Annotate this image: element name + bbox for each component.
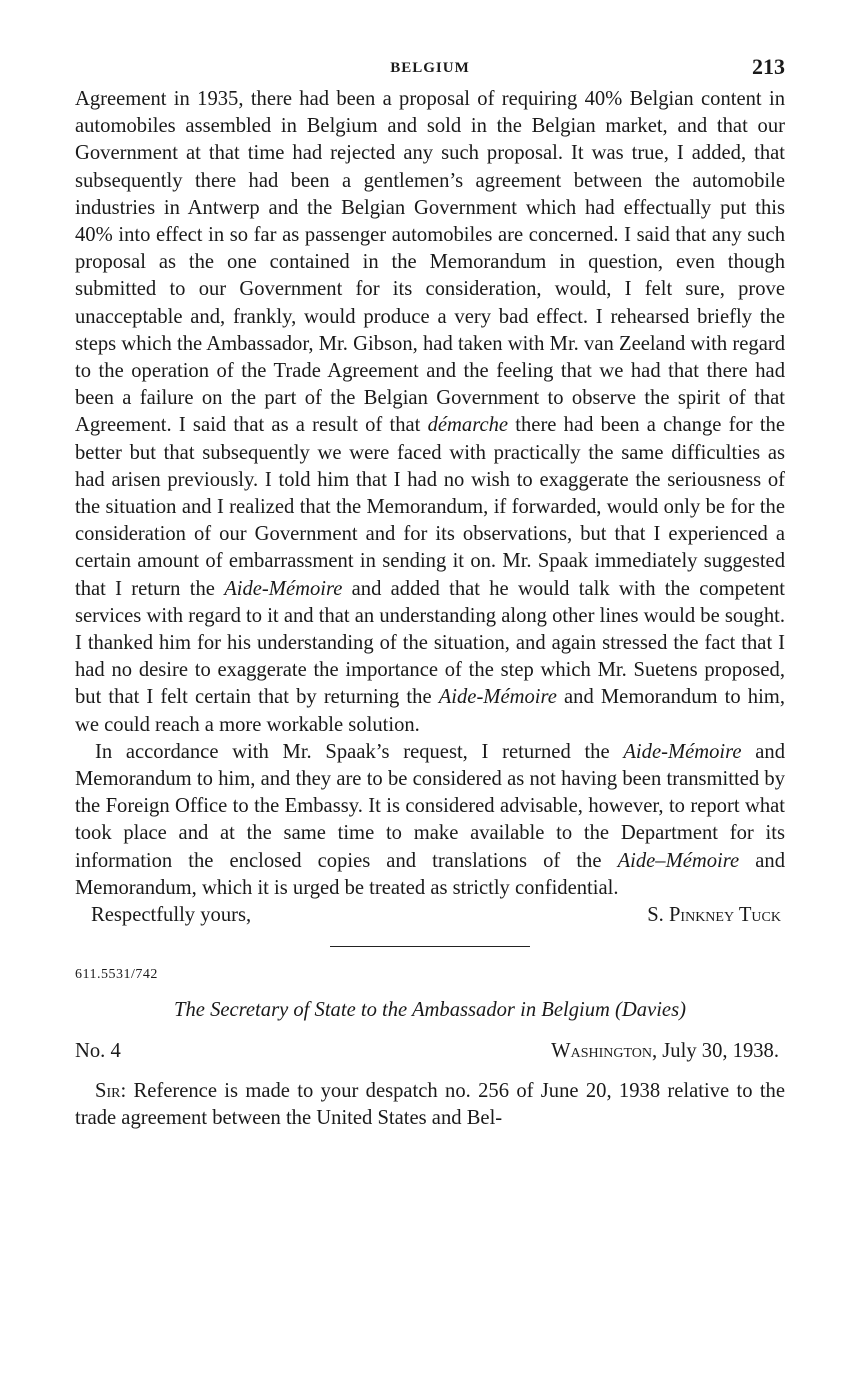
- italic-term: démarche: [427, 414, 509, 437]
- paragraph-text: : Reference is made to your despatch no. 256 of June 20, 1938 relative to the trade agreement between the United States and Bel-: [75, 1080, 785, 1130]
- file-number: 611.5531/742: [75, 967, 158, 983]
- date: July 30, 1938.: [657, 1040, 779, 1063]
- salutation-sir: Sir: [95, 1080, 121, 1103]
- paragraph-text: and Memorandum to him, we could reach a more workable solution.: [75, 686, 785, 736]
- dateline: [75, 1038, 785, 1068]
- paragraph-text: Agreement in 1935, there had been a proposal of requiring 40% Belgian content in automobiles assembled in Belgium and sold in the Belgian market, and that our Government at that time had rejected any such proposal. It was true, I added, that subsequently there had been a gentlemen’s agreement between the automobile industries in Antwerp and the Belgian Government which had effectually put this 40% into effect in so far as passenger automobiles are concerned. I said that any such proposal as the one contained in the Memorandum in question, even though submitted to our Government for its consideration, would, I felt sure, prove unacceptable and, frankly, would produce a very bad effect. I rehearsed briefly the steps which the Ambassador, Mr. Gibson, had taken with Mr. van Zeeland with regard to the operation of the Trade Agreement and the feeling that we had that there had been a failure on the part of the Belgian Government to observe the spirit of that Agreement. I said that as a result of that: [75, 88, 785, 437]
- letter-closing: [75, 902, 785, 930]
- paragraph-sir: [75, 1078, 785, 1132]
- paragraph-request: [75, 739, 785, 902]
- document-number: No. 4: [75, 1040, 121, 1063]
- document-heading: [75, 997, 785, 1024]
- closing-salutation: Respectfully yours,: [91, 904, 252, 927]
- signature: S. Pinkney Tuck: [647, 904, 781, 927]
- document-page: [75, 52, 785, 1133]
- running-title: BELGIUM: [390, 60, 470, 76]
- paragraph-text: and Memorandum to him, and they are to be considered as not having been transmitted by the Foreign Office to the Embassy. It is considered advisable, however, to report what took place and at the same time to make available to the Department for its information the enclosed copies and translations of the: [75, 740, 785, 872]
- italic-term: Aide-Mémoire: [623, 740, 742, 763]
- heading-text: The Secretary of State to the Ambassador in Belgium (: [174, 999, 622, 1022]
- italic-term: Aide-Mémoire: [224, 577, 343, 600]
- paragraph-text: there had been a change for the better but that subsequently we were faced with practically the same difficulties as had arisen previously. I told him that I had no wish to exaggerate the seriousness of the situation and I realized that the Memorandum, if forwarded, would only be for the consideration of our Government and for its observations, but that I experienced a certain amount of embarrassment in sending it on. Mr. Spaak immediately suggested that I return the: [75, 414, 785, 600]
- paragraph-text: and Memorandum, which it is urged be treated as strictly confidential.: [75, 849, 785, 899]
- paragraph-text: In accordance with Mr. Spaak’s request, I returned the: [95, 740, 624, 763]
- italic-term: Aide-Mémoire: [438, 686, 557, 709]
- page-number: 213: [752, 54, 785, 79]
- paragraph-text: and added that he would talk with the competent services with regard to it and that an understanding along other lines would be sought. I thanked him for his understanding of the situation, and again stressed the fact that I had no desire to exaggerate the importance of the step which Mr. Suetens proposed, but that I felt certain that by returning the: [75, 577, 785, 709]
- place: Washington,: [551, 1040, 658, 1063]
- paragraph-continued: [75, 86, 785, 739]
- heading-text-end: ): [679, 999, 686, 1022]
- section-divider: [330, 946, 530, 947]
- running-header: [75, 52, 785, 86]
- heading-name: Davies: [621, 999, 680, 1022]
- place-and-date: [551, 1038, 779, 1065]
- italic-term: Aide–Mémoire: [617, 849, 740, 872]
